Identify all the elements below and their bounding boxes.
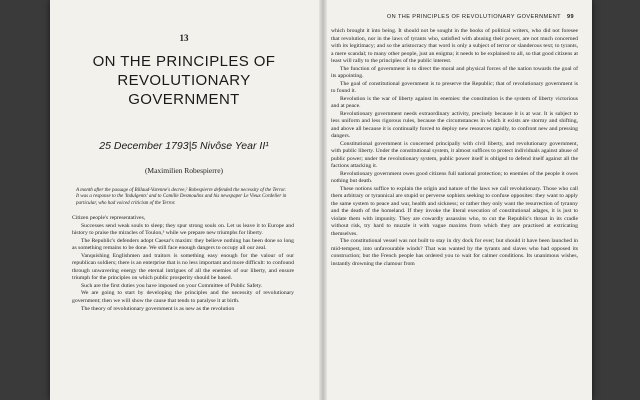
chapter-title-line: REVOLUTIONARY [117, 72, 251, 89]
right-page [328, 0, 592, 400]
paragraph: Revolutionary government owes good citizens full national protection; to enemies of the people it owes nothing but death. [331, 170, 578, 185]
paragraph: Citizen people's representatives, [72, 215, 146, 221]
paragraph: The goal of constitutional government is to preserve the Republic; that of revolutionary government is to found it. [331, 80, 578, 95]
book-spread [50, 0, 592, 400]
paragraph: These notions suffice to explain the origin and nature of the laws we call revolutionary. Those who call them arbitrary or tyrannical are stupid or perverse sophists seeking to confuse opposites: they want to apply the same system to peace and war, health and sickness; or rather they only want the resurrection of tyranny and the death of the homeland. If they invoke the literal execution of constitutional adages, it is just to violate them with impunity. They are cowardly assassins who, to cut the Republic's throat in its cradle without risk, try hard to muzzle it with vague maxims from which they are practised at extricating themselves. [331, 185, 578, 237]
left-body-text [72, 215, 294, 313]
right-body-text [331, 28, 578, 269]
chapter-title-line: ON THE PRINCIPLES OF [92, 53, 276, 70]
chapter-author: (Maximilien Robespierre) [144, 166, 224, 175]
left-page [50, 0, 318, 400]
headnote: A month after the passage of Billaud-Varenne's decree,² Robespierre defended the necessity of the Terror. It was a response to the 'Indulgents' and to Camille Desmoulins and his newspaper Le Vieux Cordelier in particular, who had voiced criticism of the Terror. [76, 188, 287, 206]
running-head-title: ON THE PRINCIPLES OF REVOLUTIONARY GOVERNMENT [386, 14, 561, 20]
paragraph: Revolutionary government needs extraordinary activity, precisely because it is at war. It is subject to less uniform and less rigorous rules, because the circumstances in which it exists are stormy and shifting, and above all because it is continually forced to deploy new resources rapidly, to confront new and pressing dangers. [331, 110, 578, 140]
chapter-title-line: GOVERNMENT [128, 91, 240, 108]
paragraph: We are going to start by developing the principles and the necessity of revolutionary government; then we will show the cause that tends to paralyse it at birth. [72, 290, 294, 305]
paragraph: Revolution is the war of liberty against its enemies: the constitution is the system of liberty victorious and at peace. [331, 95, 578, 110]
book-gutter [319, 0, 327, 400]
paragraph: The constitutional vessel was not built to stay in dry dock for ever; but should it have been launched in mid-tempest, into unfavourable winds? That was wanted by the tyrants and slaves who had opposed its construction; but the French people has ordered you to wait for calmer conditions. Its unanimous wishes, instantly drowning the clamour from [331, 238, 578, 267]
paragraph: Constitutional government is concerned principally with civil liberty, and revolutionary government, with public liberty. Under the constitutional system, it almost suffices to protect individuals against abuse of public power; under the revolutionary system, public power itself is obliged to defend itself against all the factions attacking it. [331, 140, 578, 170]
paragraph: which brought it into being. It should not be sought in the books of political writers, who did not foresee that revolution, nor in the laws of tyrants who, satisfied with abusing their power, are not much concerned with its legitimacy; and so the aristocracy that word is only a subject of terror or slanderous text; to tyrants, a mere scandal; to many other people, just an enigma; it needs to be explained to all, so that good citizens at least will rally to the principles of the public interest. [331, 28, 578, 65]
chapter-date: 25 December 1793|5 Nivôse Year II¹ [99, 140, 269, 152]
paragraph: Successes send weak souls to sleep; they spur strong souls on. Let us leave it to Europe and history to praise the miracles of Toulon,³ while we prepare new triumphs for liberty. [72, 222, 294, 237]
paragraph: The theory of revolutionary government is as new as the revolution [81, 305, 235, 312]
paragraph: Vanquishing Englishmen and traitors is something easy enough for the valour of our republican soldiers; there is an enterprise that is no less important and more difficult: to confound through unwavering energy the eternal intrigues of all the enemies of our liberty, and ensure triumph for the principles on which public prosperity should be based. [72, 252, 294, 282]
paragraph: The function of government is to direct the moral and physical forces of the nation towards the goal of its appointing. [331, 65, 578, 80]
running-head [387, 14, 574, 20]
paragraph: The Republic's defenders adopt Caesar's maxim: they believe nothing has been done so long as something remains to be done. We still face enough dangers to occupy all our zeal. [72, 237, 294, 252]
chapter-title [50, 52, 318, 109]
chapter-number: 13 [179, 33, 189, 43]
paragraph: Such are the first duties you have imposed on your Committee of Public Safety. [81, 282, 263, 289]
page-number: 99 [566, 14, 574, 20]
